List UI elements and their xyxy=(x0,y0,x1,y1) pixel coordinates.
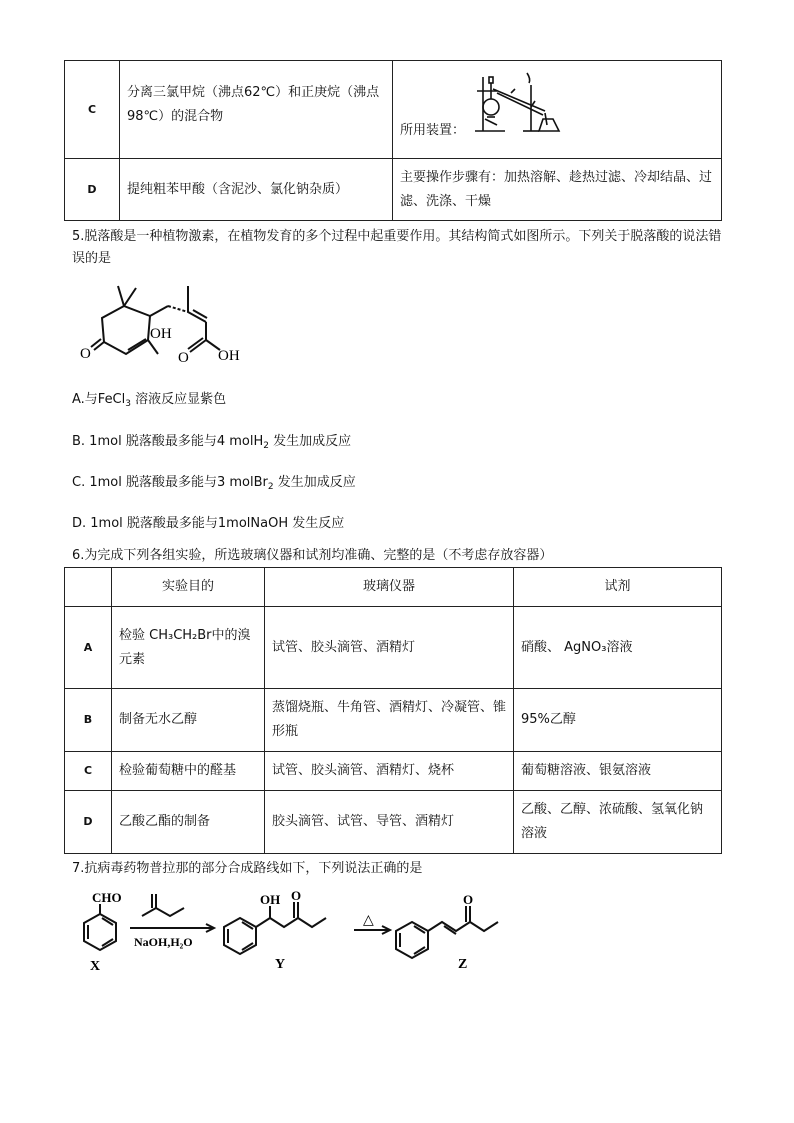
reagent-label: NaOH,H₂O xyxy=(134,935,193,949)
row-content: 提纯粗苯甲酸（含泥沙、氯化钠杂质） xyxy=(120,159,393,221)
table-experiments xyxy=(64,567,722,854)
header-glassware: 玻璃仪器 xyxy=(265,568,514,607)
synthesis-route xyxy=(72,888,512,978)
row-content: 分离三氯甲烷（沸点62℃）和正庚烷（沸点98℃）的混合物 xyxy=(120,61,393,159)
table-row xyxy=(65,607,722,689)
z-label: Z xyxy=(458,957,468,972)
row-reagent: 乙酸、乙醇、浓硫酸、氢氧化钠溶液 xyxy=(514,791,722,854)
y-label: Y xyxy=(275,957,286,972)
table-row xyxy=(65,61,722,159)
table-row xyxy=(65,159,722,221)
row-method xyxy=(393,61,722,159)
row-glassware: 蒸馏烧瓶、牛角管、酒精灯、冷凝管、锥形瓶 xyxy=(265,689,514,752)
row-glassware: 试管、胶头滴管、酒精灯 xyxy=(265,607,514,689)
row-label: B xyxy=(65,689,112,752)
row-label: D xyxy=(65,159,120,221)
question-7-stem: 7.抗病毒药物普拉那的部分合成路线如下，下列说法正确的是 xyxy=(72,861,423,876)
option-d: D. 1mol 脱落酸最多能与1molNaOH 发生反应 xyxy=(72,516,345,531)
carboxyl-oh-label: OH xyxy=(218,348,240,364)
x-label: X xyxy=(90,959,101,974)
row-reagent: 95%乙醇 xyxy=(514,689,722,752)
row-glassware: 胶头滴管、试管、导管、酒精灯 xyxy=(265,791,514,854)
table-row xyxy=(65,689,722,752)
apparatus-label: 所用装置： xyxy=(400,123,466,138)
cho-label: CHO xyxy=(92,890,122,905)
row-reagent: 葡萄糖溶液、银氨溶液 xyxy=(514,752,722,791)
carboxyl-o-label: O xyxy=(178,350,189,366)
heat-symbol: △ xyxy=(363,913,374,928)
z-o-label: O xyxy=(463,892,474,907)
distillation-apparatus-image xyxy=(471,69,571,139)
option-b: B. 1mol 脱落酸最多能与4 molH$_2$ 发生加成反应 xyxy=(72,434,352,451)
table-row xyxy=(65,752,722,791)
header-reagent: 试剂 xyxy=(514,568,722,607)
table-apparatus xyxy=(64,60,722,221)
row-goal: 乙酸乙酯的制备 xyxy=(112,791,265,854)
oh-label: OH xyxy=(150,326,172,342)
question-6-stem: 6.为完成下列各组实验，所选玻璃仪器和试剂均准确、完整的是（不考虑存放容器） xyxy=(72,548,553,563)
row-label: C xyxy=(65,752,112,791)
row-goal: 制备无水乙醇 xyxy=(112,689,265,752)
row-label: C xyxy=(65,61,120,159)
row-glassware: 试管、胶头滴管、酒精灯、烧杯 xyxy=(265,752,514,791)
row-method: 主要操作步骤有：加热溶解、趁热过滤、冷却结晶、过滤、洗涤、干燥 xyxy=(393,159,722,221)
header-blank xyxy=(65,568,112,607)
option-a: A.与FeCl$_3$ 溶液反应显紫色 xyxy=(72,392,227,409)
abscisic-acid-structure xyxy=(78,278,258,378)
option-c: C. 1mol 脱落酸最多能与3 molBr$_2$ 发生加成反应 xyxy=(72,475,356,492)
header-goal: 实验目的 xyxy=(112,568,265,607)
row-reagent: 硝酸、 AgNO₃溶液 xyxy=(514,607,722,689)
question-5-stem: 5.脱落酸是一种植物激素，在植物发育的多个过程中起重要作用。其结构简式如图所示。下列关于脱落酸的说法错误的是 xyxy=(72,229,722,266)
row-label: D xyxy=(65,791,112,854)
y-o-label: O xyxy=(291,888,302,903)
ketone-o-label: O xyxy=(80,346,91,362)
row-goal: 检验葡萄糖中的醛基 xyxy=(112,752,265,791)
y-oh-label: OH xyxy=(260,892,281,907)
table-row xyxy=(65,791,722,854)
row-goal: 检验 CH₃CH₂Br中的溴元素 xyxy=(112,607,265,689)
table-header-row xyxy=(65,568,722,607)
row-label: A xyxy=(65,607,112,689)
